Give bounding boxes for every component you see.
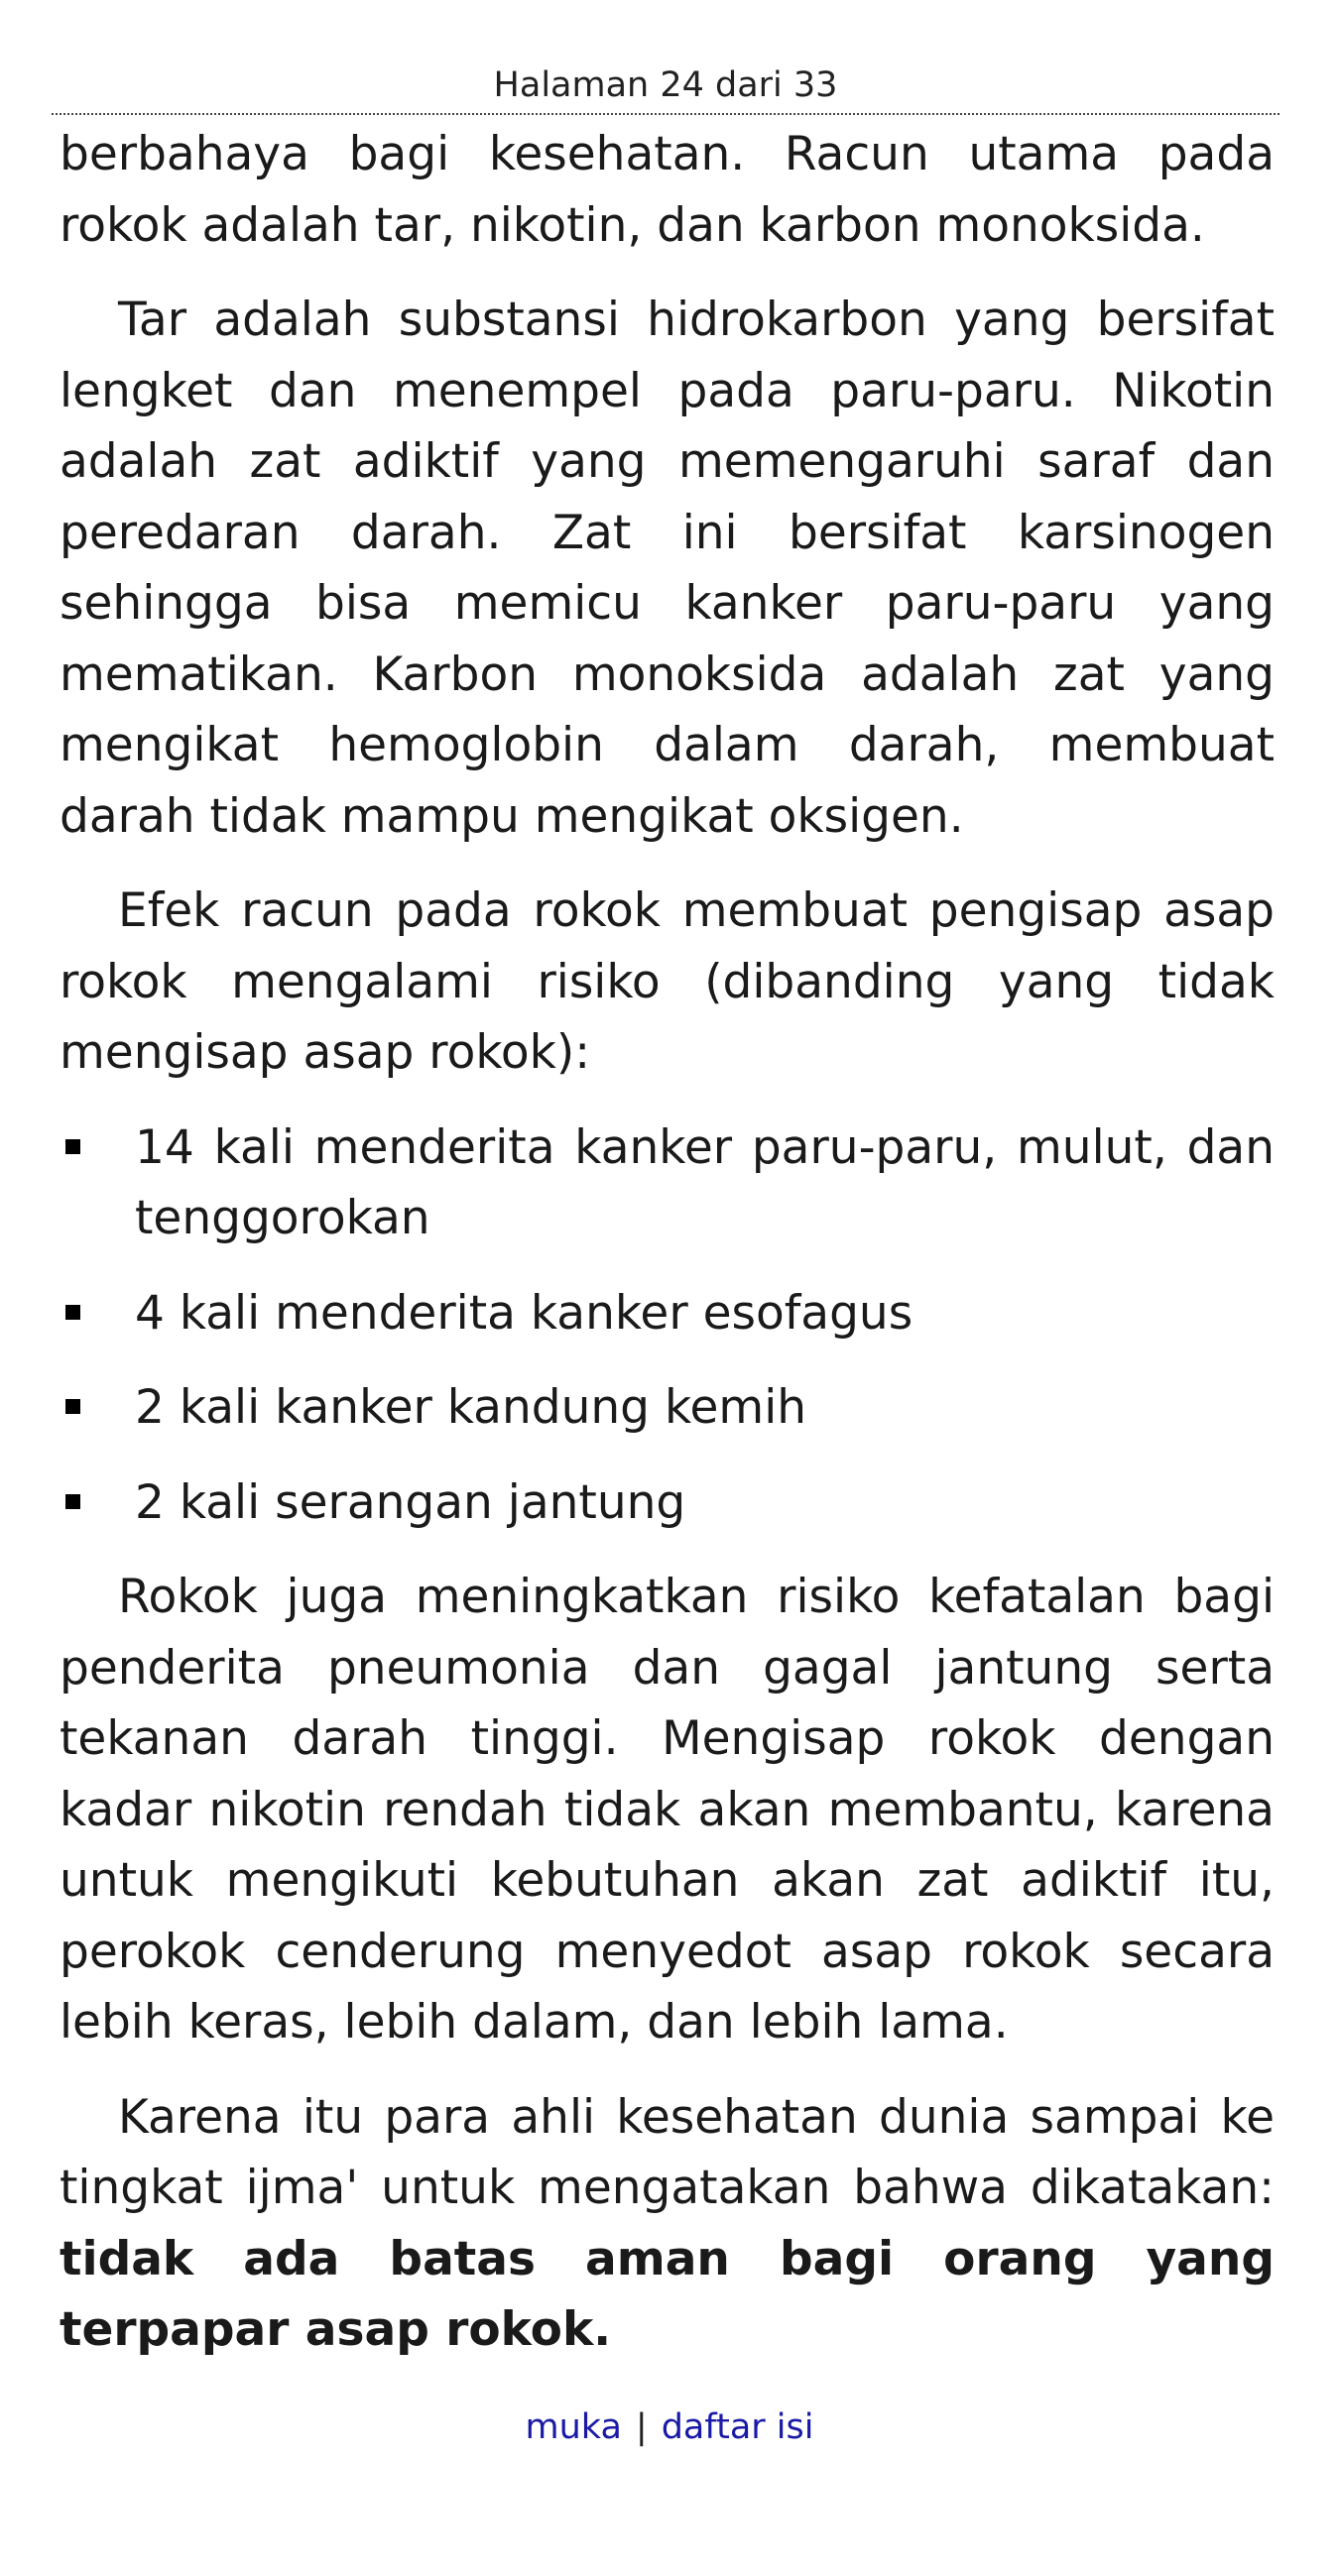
square-bullet-icon <box>65 1494 80 1509</box>
paragraph-kefatalan: Rokok juga meningkatkan risiko kefatalan bagi penderita pneumonia dan gagal jantung serta tekanan darah tinggi. Mengisap rokok dengan kadar nikotin rendah tidak akan membantu, karena untuk mengikuti kebutuhan akan zat adiktif itu, perokok cenderung menyedot asap rokok secara lebih keras, lebih dalam, dan lebih lama. <box>60 1570 1275 2049</box>
square-bullet-icon <box>65 1139 80 1154</box>
conclusion-lead-text: Karena itu para ahli kesehatan dunia sampai ke tingkat ijma' untuk mengatakan bahwa dikatakan: <box>60 2089 1275 2215</box>
list-item-text: 4 kali menderita kanker esofagus <box>135 1285 913 1341</box>
conclusion-bold-text: tidak ada batas aman bagi orang yang terpapar asap rokok. <box>60 2231 1275 2357</box>
home-link[interactable]: muka <box>525 2407 622 2447</box>
paragraph-continuation: berbahaya bagi kesehatan. Racun utama pada rokok adalah tar, nikotin, dan karbon monoksida. <box>60 127 1275 253</box>
square-bullet-icon <box>65 1305 80 1320</box>
list-item <box>60 1112 1275 1254</box>
paragraph-efek-racun: Efek racun pada rokok membuat pengisap asap rokok mengalami risiko (dibanding yang tidak mengisap asap rokok): <box>60 883 1275 1080</box>
risk-list <box>60 1112 1275 1539</box>
list-item <box>60 1372 1275 1444</box>
list-item <box>60 1467 1275 1539</box>
list-item-text: 2 kali serangan jantung <box>135 1474 686 1530</box>
document-body <box>60 119 1275 2390</box>
list-item-text: 14 kali menderita kanker paru-paru, mulut, dan tenggorokan <box>135 1119 1275 1245</box>
table-of-contents-link[interactable]: daftar isi <box>661 2407 814 2447</box>
paragraph-kesimpulan <box>60 2082 1275 2366</box>
footer-separator: | <box>635 2407 648 2447</box>
footer-navigation <box>0 2400 1339 2455</box>
page-indicator: Halaman 24 dari 33 <box>493 65 838 105</box>
list-item <box>60 1278 1275 1349</box>
list-item-text: 2 kali kanker kandung kemih <box>135 1380 807 1435</box>
paragraph-tar-nikotin: Tar adalah substansi hidrokarbon yang bersifat lengket dan menempel pada paru-paru. Nikotin adalah zat adiktif yang memengaruhi saraf dan peredaran darah. Zat ini bersifat karsinogen sehingga bisa memicu kanker paru-paru yang mematikan. Karbon monoksida adalah zat yang mengikat hemoglobin dalam darah, membuat darah tidak mampu mengikat oksigen. <box>60 293 1275 844</box>
square-bullet-icon <box>65 1399 80 1414</box>
header-divider <box>52 113 1279 115</box>
